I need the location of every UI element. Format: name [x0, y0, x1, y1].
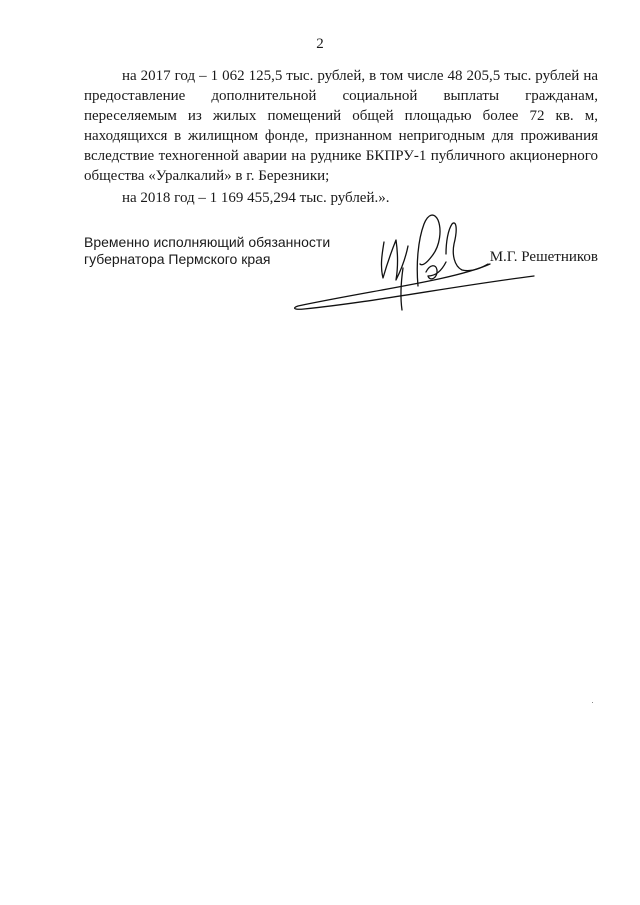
signatory-position-line2: губернатора Пермского края [84, 251, 271, 267]
document-body [84, 66, 598, 208]
paragraph-2018-budget: на 2018 год – 1 169 455,294 тыс. рублей.». [122, 190, 390, 206]
signatory-position-line1: Временно исполняющий обязанности [84, 234, 331, 250]
signatory-name: М.Г. Решетников [489, 249, 598, 265]
scan-speck [592, 702, 593, 703]
paragraph-2017-budget: на 2017 год – 1 062 125,5 тыс. рублей, в том числе 48 205,5 тыс. рублей на предоставление дополнительной социальной выплаты гражданам, переселяемым из жилых помещений общей площадью более 72 кв. м, находящихся в жилищном фонде, признанном непригодным для проживания вследствие техногенной аварии на руднике БКПРУ-1 публичного акционерного общества «Уралкалий» в г. Березники; [84, 68, 598, 184]
signature-block [84, 234, 598, 304]
page-number: 2 [316, 36, 324, 52]
